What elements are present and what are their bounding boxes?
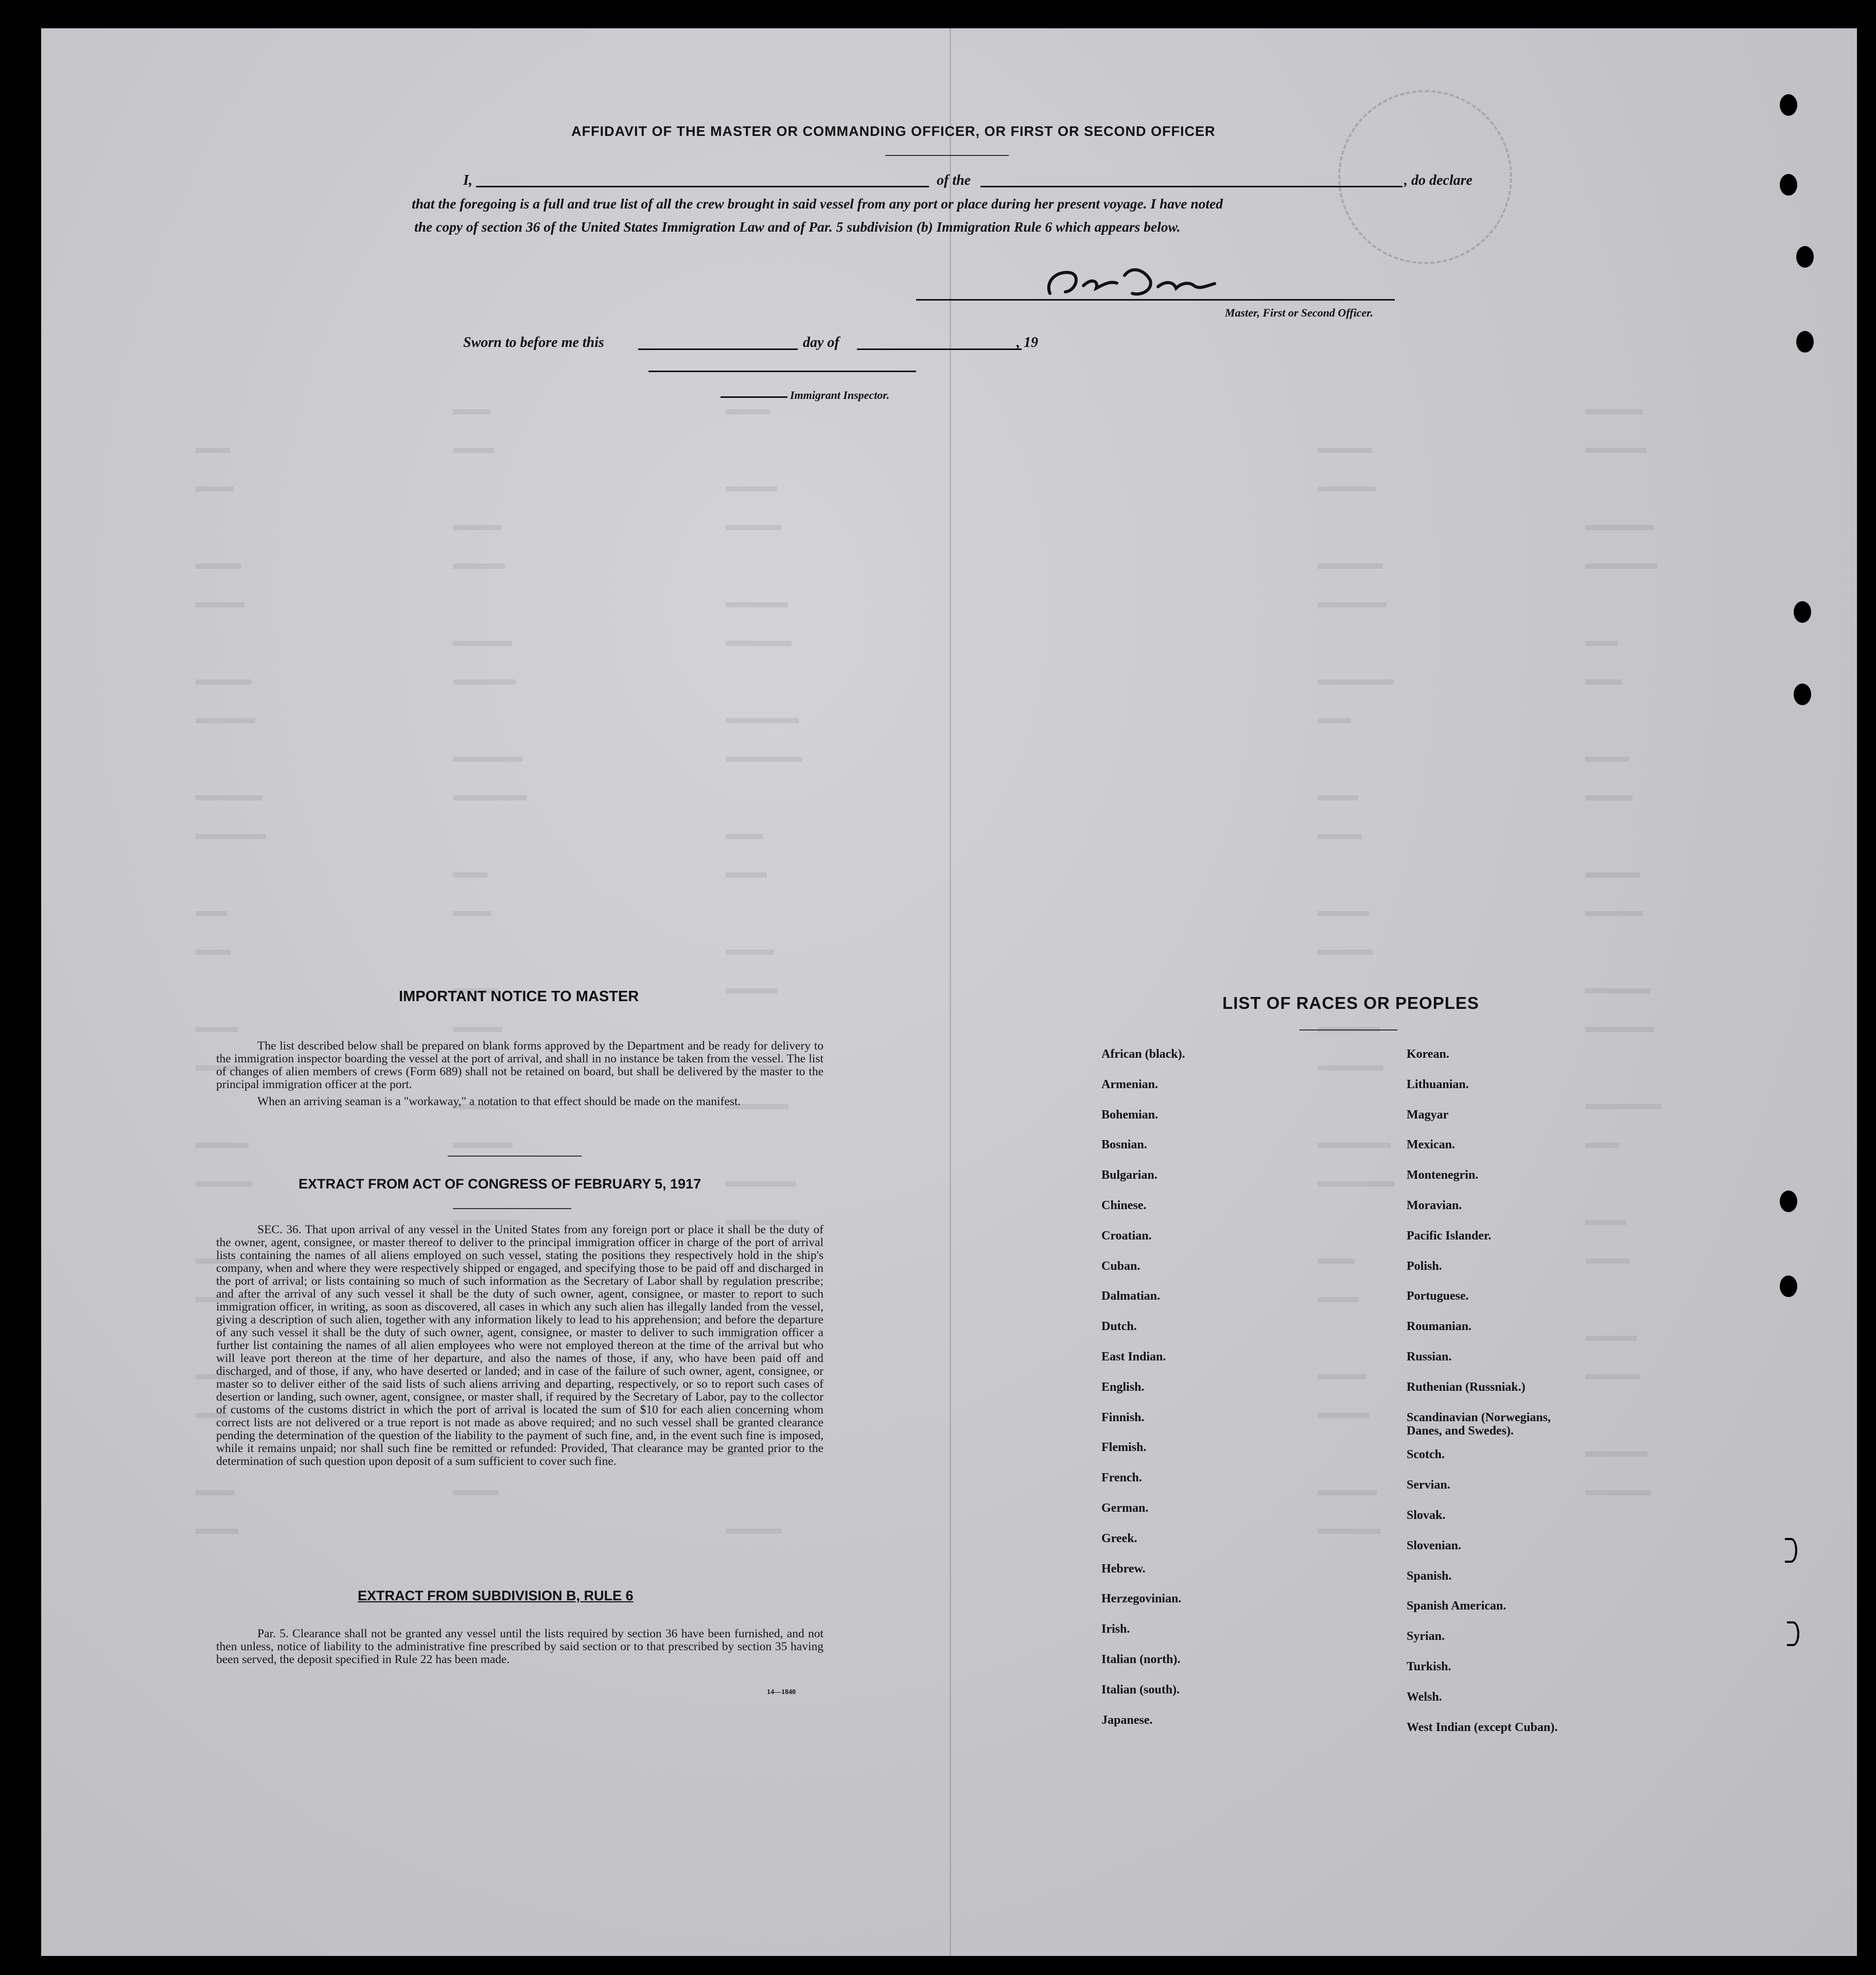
vessel-blank[interactable]: [980, 186, 1402, 187]
punch-hole: [1785, 1538, 1797, 1563]
affidavit-name-prefix: I,: [463, 172, 472, 188]
race-item: Japanese.: [1101, 1713, 1153, 1727]
ghost-mark: [1318, 1259, 1355, 1264]
punch-hole: [1794, 684, 1811, 705]
race-item: Hebrew.: [1101, 1562, 1146, 1576]
rule-extract-title: EXTRACT FROM SUBDIVISION B, RULE 6: [358, 1588, 634, 1603]
race-item: Slovenian.: [1407, 1539, 1462, 1552]
ghost-mark: [196, 679, 252, 685]
ghost-mark: [1585, 679, 1622, 685]
ghost-mark: [453, 641, 512, 646]
sworn-day-blank[interactable]: [638, 348, 798, 350]
punch-hole: [1780, 1275, 1797, 1297]
race-item: English.: [1101, 1380, 1145, 1394]
race-item: Slovak.: [1407, 1509, 1446, 1522]
ghost-mark: [453, 679, 516, 685]
ghost-mark: [1318, 564, 1383, 569]
race-item: Croatian.: [1101, 1229, 1152, 1243]
ghost-mark: [1318, 795, 1358, 800]
ghost-mark: [1318, 1413, 1370, 1418]
ghost-mark: [1585, 757, 1629, 762]
divider: [448, 1156, 582, 1157]
section-36-text: [216, 1224, 823, 1468]
ghost-mark: [453, 1027, 502, 1032]
ghost-mark: [1318, 718, 1351, 723]
race-item: East Indian.: [1101, 1350, 1166, 1364]
ghost-mark: [453, 1143, 513, 1148]
form-number: 14—1840: [767, 1688, 796, 1696]
ghost-mark: [196, 1490, 235, 1495]
notice-title: IMPORTANT NOTICE TO MASTER: [399, 988, 639, 1005]
ghost-mark: [726, 409, 770, 414]
race-item: Servian.: [1407, 1478, 1450, 1492]
punch-hole: [1794, 601, 1811, 623]
ghost-mark: [453, 525, 501, 530]
inspector-line-lower[interactable]: [721, 396, 787, 398]
race-item: Polish.: [1407, 1259, 1442, 1273]
ghost-mark: [453, 911, 491, 916]
sworn-year: , 19: [1016, 335, 1038, 351]
ghost-mark: [196, 795, 262, 800]
ghost-mark: [1585, 911, 1643, 916]
race-item: Russian.: [1407, 1350, 1452, 1364]
race-item: Turkish.: [1407, 1660, 1451, 1673]
ghost-mark: [1318, 1374, 1366, 1379]
ghost-mark: [1318, 1143, 1391, 1148]
punch-hole: [1780, 174, 1797, 196]
race-item: Welsh.: [1407, 1690, 1442, 1704]
ghost-mark: [726, 834, 763, 839]
race-item: Bulgarian.: [1101, 1168, 1158, 1182]
race-item: Italian (north).: [1101, 1653, 1181, 1666]
sworn-day-label: day of: [803, 335, 839, 351]
ghost-mark: [1318, 834, 1362, 839]
ghost-mark: [1585, 988, 1651, 993]
race-item: Spanish American.: [1407, 1599, 1506, 1613]
race-item: Italian (south).: [1101, 1683, 1180, 1697]
affidavit-declare: , do declare: [1404, 172, 1472, 188]
punch-hole: [1796, 331, 1814, 353]
ghost-mark: [196, 718, 255, 723]
ghost-mark: [1318, 602, 1387, 607]
ghost-mark: [726, 757, 802, 762]
race-item: Dutch.: [1101, 1320, 1137, 1334]
ghost-mark: [726, 486, 777, 492]
race-item: Dalmatian.: [1101, 1289, 1160, 1303]
race-item: Finnish.: [1101, 1410, 1145, 1424]
ghost-mark: [726, 872, 767, 878]
race-item: West Indian (except Cuban).: [1407, 1720, 1558, 1734]
ghost-mark: [1585, 564, 1657, 569]
race-item: Irish.: [1101, 1622, 1130, 1636]
race-item: Greek.: [1101, 1531, 1137, 1545]
punch-hole: [1796, 246, 1814, 268]
divider: [885, 155, 1009, 156]
ghost-mark: [1585, 448, 1646, 453]
race-item: Syrian.: [1407, 1630, 1445, 1644]
punch-hole: [1780, 94, 1797, 116]
ghost-mark: [726, 602, 788, 607]
race-item: German.: [1101, 1501, 1149, 1515]
race-item: Magyar: [1407, 1108, 1449, 1122]
ghost-mark: [453, 409, 490, 414]
race-item: Montenegrin.: [1407, 1168, 1479, 1182]
race-item: Scotch.: [1407, 1448, 1445, 1462]
ghost-mark: [196, 1027, 238, 1032]
race-item: Spanish.: [1407, 1569, 1452, 1583]
ghost-mark: [453, 448, 494, 453]
par-5-text: [216, 1628, 823, 1666]
ghost-mark: [196, 1529, 238, 1534]
ghost-mark: [726, 950, 774, 955]
ghost-mark: [196, 602, 244, 607]
page-fold: [950, 28, 951, 1956]
sworn-month-blank[interactable]: [857, 348, 1022, 350]
race-item: Bohemian.: [1101, 1108, 1159, 1122]
punch-hole: [1787, 1621, 1799, 1646]
notice-paragraph-1: The list described below shall be prepared on blank forms approved by the Department and be ready for delivery to the immigration inspector boarding the vessel at the port of arrival, and shall in no instance be taken from the vessel. The list of changes of alien members of crews (Form 689) shall not be retained on board, but shall be delivered by the master to the principal immigration officer at the port.: [216, 1039, 823, 1091]
ghost-mark: [1318, 448, 1372, 453]
race-item: Herzegovinian.: [1101, 1592, 1182, 1606]
notice-paragraph-2: When an arriving seaman is a "workaway," a notation to that effect should be made on the manifest.: [257, 1095, 741, 1108]
ghost-mark: [196, 1143, 249, 1148]
race-item: Bosnian.: [1101, 1138, 1147, 1152]
race-item: Portuguese.: [1407, 1289, 1469, 1303]
ghost-mark: [1318, 911, 1369, 916]
ghost-mark: [1318, 1297, 1359, 1302]
race-item: Armenian.: [1101, 1077, 1158, 1091]
ghost-mark: [196, 911, 227, 916]
ghost-mark: [453, 795, 527, 800]
race-item: Scandinavian (Norwegians, Danes, and Swedes).: [1407, 1410, 1551, 1438]
race-item: Ruthenian (Russniak.): [1407, 1380, 1526, 1394]
sworn-prefix: Sworn to before me this: [463, 335, 604, 351]
ghost-mark: [196, 1181, 252, 1186]
name-blank[interactable]: [476, 186, 929, 187]
ghost-mark: [1585, 872, 1640, 878]
ghost-mark: [1318, 486, 1376, 492]
ghost-mark: [726, 1529, 782, 1534]
ghost-mark: [1585, 641, 1618, 646]
divider: [1300, 1029, 1397, 1030]
ghost-mark: [196, 448, 230, 453]
ghost-mark: [1585, 525, 1654, 530]
ghost-mark: [1318, 679, 1394, 685]
master-signature: [1035, 250, 1240, 306]
ghost-mark: [1318, 1065, 1383, 1071]
inspector-label: Immigrant Inspector.: [790, 389, 890, 401]
ghost-mark: [453, 872, 487, 878]
race-item: African (black).: [1101, 1047, 1185, 1061]
ghost-mark: [1318, 1529, 1380, 1534]
signer-label: Master, First or Second Officer.: [1225, 306, 1374, 319]
ghost-mark: [726, 525, 781, 530]
race-item: Moravian.: [1407, 1199, 1462, 1212]
ghost-mark: [1585, 409, 1643, 414]
race-item: Chinese.: [1101, 1199, 1147, 1212]
ghost-mark: [196, 564, 241, 569]
affidavit-line-3: the copy of section 36 of the United States Immigration Law and of Par. 5 subdivision (b) Immigration Rule 6 which appears below.: [414, 219, 1181, 235]
races-title: LIST OF RACES OR PEOPLES: [1222, 993, 1479, 1012]
ghost-mark: [453, 757, 523, 762]
punch-hole: [1780, 1191, 1797, 1212]
ghost-mark: [196, 834, 266, 839]
race-item: Pacific Islander.: [1407, 1229, 1492, 1243]
ghost-mark: [453, 1490, 499, 1495]
par-5-paragraph: Par. 5. Clearance shall not be granted any vessel until the lists required by section 36 have been furnished, and not then unless, notice of liability to the administrative fine prescribed by said section or to that prescribed by section 35 having been served, the deposit specified in Rule 22 has been made.: [216, 1627, 823, 1666]
affidavit-line-2: that the foregoing is a full and true list of all the crew brought in said vessel from any port or place during her present voyage. I have noted: [412, 196, 1223, 212]
ghost-mark: [196, 950, 231, 955]
ghost-mark: [1318, 950, 1373, 955]
ghost-mark: [726, 988, 778, 993]
notice-body: [216, 1040, 823, 1108]
inspector-line-upper: [648, 371, 916, 372]
ghost-mark: [1318, 1490, 1377, 1495]
race-item: French.: [1101, 1471, 1142, 1485]
signature-line[interactable]: [916, 299, 1395, 301]
ghost-mark: [196, 486, 234, 492]
ghost-mark: [726, 641, 792, 646]
race-item: Lithuanian.: [1407, 1077, 1469, 1091]
ghost-mark: [726, 718, 799, 723]
affidavit-title: AFFIDAVIT OF THE MASTER OR COMMANDING OFFICER, OR FIRST OR SECOND OFFICER: [571, 124, 1216, 139]
ghost-mark: [726, 1181, 796, 1186]
ghost-mark: [1585, 795, 1633, 800]
race-item: Cuban.: [1101, 1259, 1141, 1273]
race-item: Mexican.: [1407, 1138, 1455, 1152]
affidavit-vessel-label: of the: [937, 172, 971, 188]
ghost-mark: [1318, 1181, 1394, 1186]
act-extract-title: EXTRACT FROM ACT OF CONGRESS OF FEBRUARY 5, 1917: [299, 1176, 702, 1192]
ghost-mark: [453, 564, 505, 569]
ghost-mark: [1585, 1027, 1654, 1032]
race-item: Korean.: [1407, 1047, 1449, 1061]
races-left-column: [1101, 1047, 1318, 1768]
races-right-column: [1407, 1047, 1623, 1768]
race-item: Flemish.: [1101, 1441, 1147, 1455]
section-36-paragraph: SEC. 36. That upon arrival of any vessel in the United States from any foreign port or place it shall be the duty of the owner, agent, consignee, or master thereof to deliver to the principal immigration officer in charge of the port of arrival lists containing the names of all aliens employed on such vessel, stating the positions they respectively hold in the ship's company, when and where they were respectively shipped or engaged, and specifying those to be paid off and discharged in the port of arrival; or lists containing so much of such information as the Secretary of Labor shall by regulation prescribe; and after the arrival of any such vessel it shall be the duty of such owner, agent, consignee, or master to report to such immigration officer, in writing, as soon as discovered, all cases in which any such alien has illegally landed from the vessel, giving a description of such alien, together with any information likely to lead to his apprehension; and before the departure of any such vessel it shall be the duty of such owner, agent, consignee, or master to deliver to such immigration officer a further list containing the names of all alien employees who were not employed thereon at the time of the arrival but who will leave port thereon at the time of her departure, and also the names of those, if any, who have been paid off and discharged, and of those, if any, who have deserted or landed; and in case of the failure of such owner, agent, consignee, or master so to deliver either of the said lists of such aliens arriving and departing, respectively, or so to report such cases of desertion or landing, such owner, agent, consignee, or master shall, if required by the Secretary of Labor, pay to the collector of customs of the customs district in which the port of arrival is located the sum of $10 for each alien concerning whom correct lists are not delivered or a true report is not made as above required; and no such vessel shall be granted clearance pending the determination of the question of the liability to the payment of such fine, and, in the event such fine is imposed, while it remains unpaid; nor shall such fine be remitted or refunded: Provided, That clearance may be granted prior to the determination of such question upon deposit of a sum sufficient to cover such fine.: [216, 1223, 823, 1468]
divider: [453, 1208, 571, 1209]
race-item: Roumanian.: [1407, 1320, 1472, 1334]
document-page: [41, 28, 1857, 1956]
